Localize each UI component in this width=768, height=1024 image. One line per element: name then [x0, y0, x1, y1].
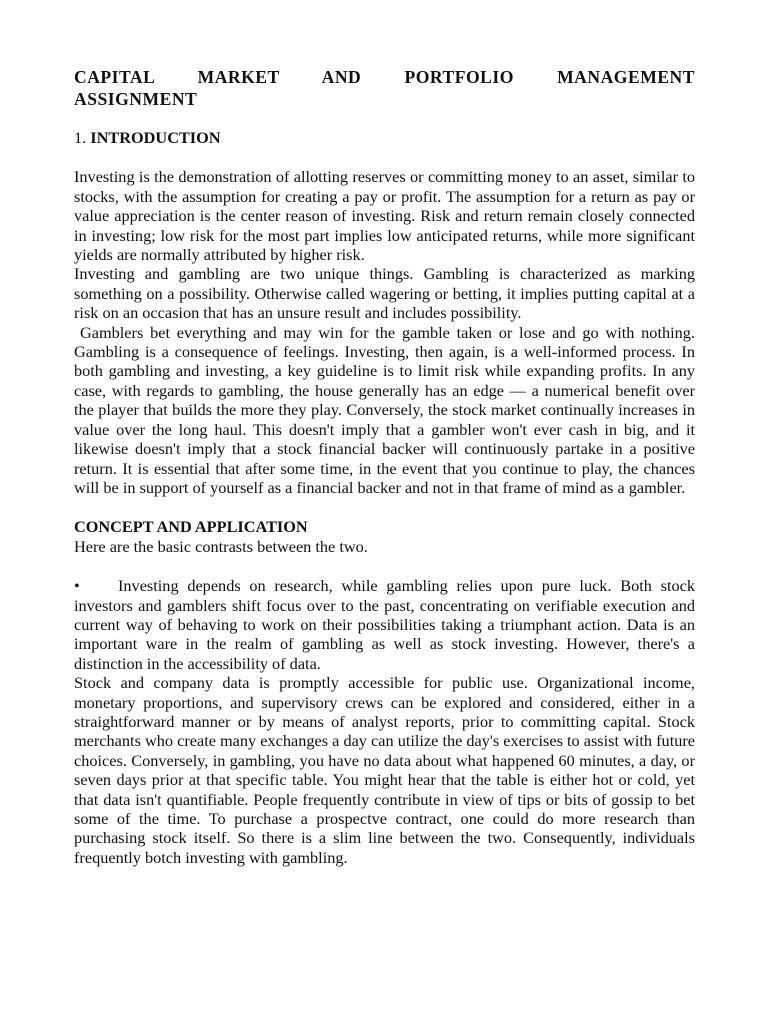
concept-intro: Here are the basic contrasts between the two.	[74, 536, 368, 556]
intro-paragraph-2: Investing and gambling are two unique things. Gambling is characterized as marking something on a possibility. Otherwise called wagering or betting, it implies putting capital at a risk on an occasion that has an unsure result and includes possibility.	[74, 264, 695, 323]
concept-heading: CONCEPT AND APPLICATION	[74, 517, 308, 537]
bullet-symbol: •	[74, 576, 80, 596]
title-line-2: ASSIGNMENT	[74, 89, 198, 109]
document-title	[74, 66, 695, 110]
introduction-heading	[74, 128, 695, 147]
intro-paragraph-1: Investing is the demonstration of allotting reserves or committing money to an asset, similar to stocks, with the assumption for creating a pay or profit. The assumption for a return as pay or value appreciation is the center reason of investing. Risk and return remain closely connected in investing; low risk for the most part implies low anticipated returns, while more significant yields are normally attributed by higher risk.	[74, 167, 695, 265]
section-number: 1.	[74, 128, 87, 147]
title-line-1: CAPITAL MARKET AND PORTFOLIO MANAGEMENT	[74, 67, 695, 87]
document-page	[74, 66, 695, 867]
intro-paragraph-3: Gamblers bet everything and may win for the gamble taken or lose and go with nothing. Gambling is a consequence of feelings. Investing, then again, is a well-informed process. In both gambling and investing, a key guideline is to limit risk while expanding profits. In any case, with regards to gambling, the house generally has an edge — a numerical benefit over the player that builds the more they play. Conversely, the stock market continually increases in value over the long haul. This doesn't imply that a gambler won't ever cash in big, and it likewise doesn't imply that a stock financial backer will continuously partake in a positive return. It is essential that after some time, in the event that you continue to play, the chances will be in support of yourself as a financial backer and not in that frame of mind as a gambler.	[74, 322, 695, 497]
section-title: INTRODUCTION	[90, 128, 221, 147]
closing-paragraph: Stock and company data is promptly accessible for public use. Organizational income, monetary proportions, and supervisory crews can be explored and considered, either in a straightforward manner or by means of analyst reports, prior to committing capital. Stock merchants who create many exchanges a day can utilize the day's exercises to assist with future choices. Conversely, in gambling, you have no data about what happened 60 minutes, a day, or seven days prior at that specific table. You might hear that the table is either hot or cold, yet that data isn't quantifiable. People frequently contribute in view of tips or bits of gossip to bet some of the time. To purchase a prospectve contract, one could do more research than purchasing stock itself. So there is a slim line between the two. Consequently, individuals frequently botch investing with gambling.	[74, 673, 695, 867]
bullet-text: Investing depends on research, while gambling relies upon pure luck. Both stock investors and gamblers shift focus over to the past, concentrating on verifiable execution and current way of behaving to work on their possibilities taking a triumphant action. Data is an important ware in the realm of gambling as well as stock investing. However, there's a distinction in the accessibility of data.	[74, 576, 695, 673]
bullet-item	[74, 576, 695, 673]
